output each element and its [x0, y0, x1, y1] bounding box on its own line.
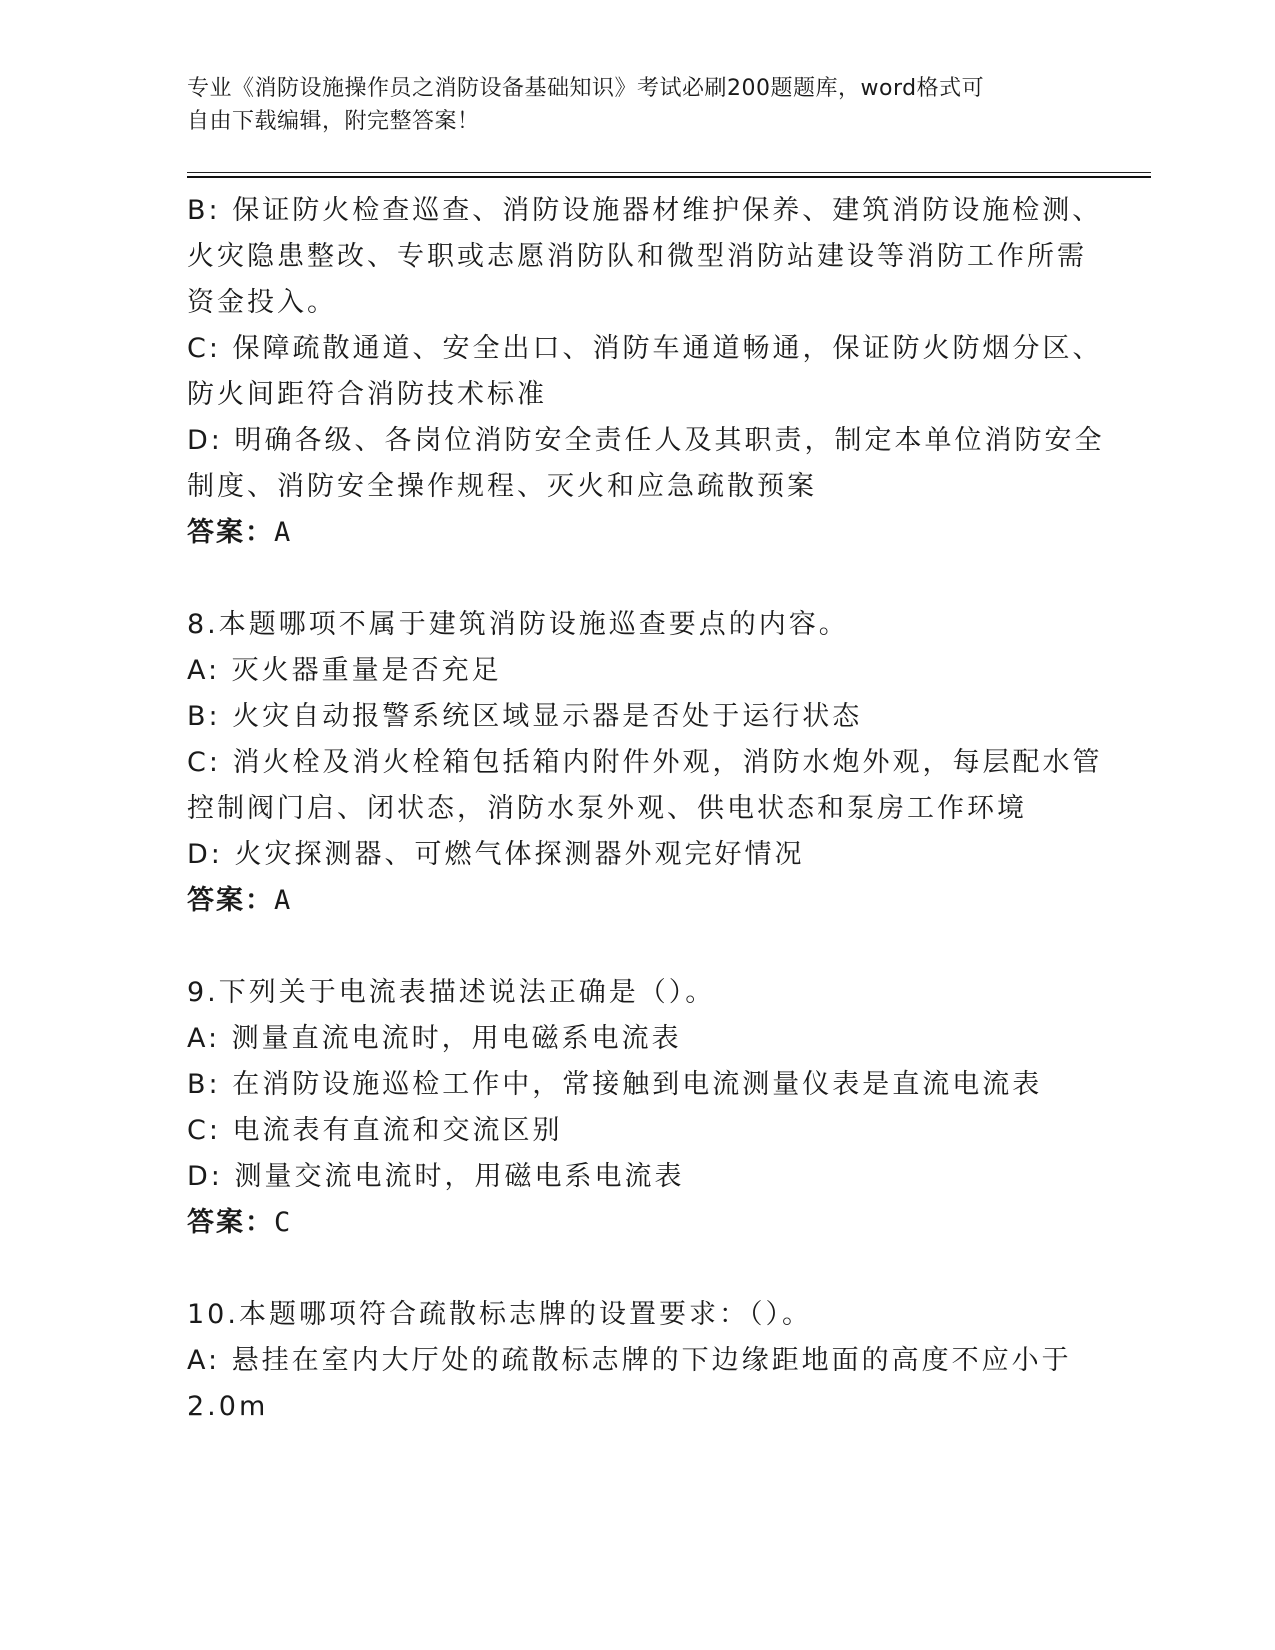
option-line: A: 悬挂在室内大厅处的疏散标志牌的下边缘距地面的高度不应小于: [187, 1345, 1072, 1376]
option-line: D: 明确各级、各岗位消防安全责任人及其职责，制定本单位消防安全: [187, 425, 1105, 456]
answer-label: 答案：: [187, 1207, 274, 1238]
option-line: 制度、消防安全操作规程、灭火和应急疏散预案: [187, 471, 817, 502]
spacer: [187, 1246, 1087, 1292]
option-c: [187, 740, 1103, 832]
option-a: [187, 1338, 1087, 1430]
option-line: 控制阀门启、闭状态，消防水泵外观、供电状态和泵房工作环境: [187, 793, 1027, 824]
option-line: 资金投入。: [187, 287, 337, 318]
answer-line: [187, 510, 1087, 556]
option-c: C: 电流表有直流和交流区别: [187, 1115, 563, 1146]
option-line: 防火间距符合消防技术标准: [187, 379, 547, 410]
option-line: 火灾隐患整改、专职或志愿消防队和微型消防站建设等消防工作所需: [187, 241, 1087, 272]
spacer: [187, 556, 1087, 602]
option-a: A: 测量直流电流时，用电磁系电流表: [187, 1023, 682, 1054]
header-line-1: 专业《消防设施操作员之消防设备基础知识》考试必刷200题题库，word格式可: [187, 76, 985, 101]
answer-label: 答案：: [187, 885, 274, 916]
question-block-9: [187, 970, 1087, 1246]
option-b: B: 在消防设施巡检工作中，常接触到电流测量仪表是直流电流表: [187, 1069, 1043, 1100]
option-d: D: 火灾探测器、可燃气体探测器外观完好情况: [187, 839, 805, 870]
answer-value: A: [274, 885, 293, 916]
header-line-2: 自由下载编辑，附完整答案！: [187, 109, 480, 134]
option-line: B: 保证防火检查巡查、消防设施器材维护保养、建筑消防设施检测、: [187, 195, 1103, 226]
question-block-prev: [187, 188, 1105, 556]
option-b: [187, 188, 1103, 326]
option-line: C: 保障疏散通道、安全出口、消防车通道畅通，保证防火防烟分区、: [187, 333, 1103, 364]
answer-value: C: [274, 1207, 293, 1238]
option-a: A: 灭火器重量是否充足: [187, 655, 502, 686]
question-block-8: [187, 602, 1103, 924]
question-block-10: [187, 1292, 1087, 1430]
question-stem: 8.本题哪项不属于建筑消防设施巡查要点的内容。: [187, 609, 849, 640]
answer-line: [187, 1200, 1087, 1246]
spacer: [187, 924, 1087, 970]
header-rule-thin: [187, 172, 1151, 173]
answer-line: [187, 878, 1087, 924]
answer-value: A: [274, 517, 293, 548]
question-stem: 9.下列关于电流表描述说法正确是（）。: [187, 977, 716, 1008]
option-b: B: 火灾自动报警系统区域显示器是否处于运行状态: [187, 701, 863, 732]
answer-label: 答案：: [187, 517, 274, 548]
question-stem: 10.本题哪项符合疏散标志牌的设置要求：（）。: [187, 1299, 812, 1330]
option-line: C: 消火栓及消火栓箱包括箱内附件外观，消防水炮外观，每层配水管: [187, 747, 1103, 778]
option-d: D: 测量交流电流时，用磁电系电流表: [187, 1161, 685, 1192]
option-line: 2.0m: [187, 1391, 269, 1422]
question-list: [187, 188, 1105, 1430]
document-header: [187, 72, 1087, 138]
option-d: [187, 418, 1105, 510]
option-c: [187, 326, 1103, 418]
header-rule-thick: [187, 176, 1151, 178]
